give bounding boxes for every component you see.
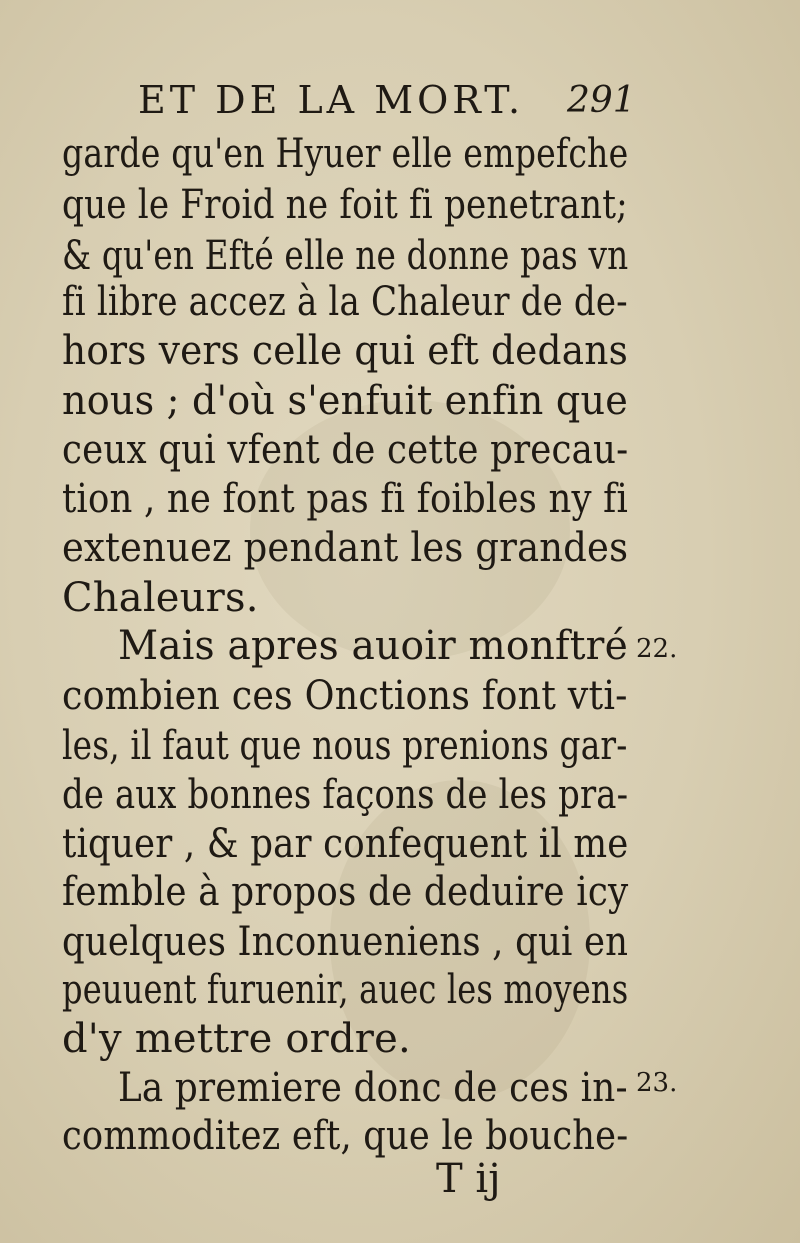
text-line: tiquer , & par confequent il me — [62, 821, 629, 867]
text-line: quelques Inconueniens , qui en — [62, 919, 629, 965]
text-line: femble à propos de deduire icy — [62, 869, 629, 915]
text-line: ceux qui vfent de cette precau- — [62, 427, 629, 473]
text-line: & qu'en Efté elle ne donne pas vn — [62, 233, 629, 279]
text-line: commoditez eft, que le bouche- — [62, 1113, 629, 1159]
page-number: 291 — [567, 80, 636, 121]
text-line: Mais apres auoir monftré — [118, 623, 628, 669]
text-line: Chaleurs. — [62, 575, 259, 621]
signature-mark: T ij — [436, 1156, 501, 1202]
margin-number: 22. — [636, 634, 678, 664]
text-line: nous ; d'où s'enfuit enfin que — [62, 378, 628, 424]
text-line: fi libre accez à la Chaleur de de- — [62, 279, 628, 325]
text-line: tion , ne font pas fi foibles ny fi — [62, 476, 629, 522]
running-title: ET DE LA MORT. — [138, 78, 525, 122]
text-line: peuuent furuenir, auec les moyens — [62, 967, 629, 1013]
text-line: hors vers celle qui eft dedans — [62, 328, 628, 374]
text-line: de aux bonnes façons de les pra- — [62, 772, 629, 818]
text-line: La premiere donc de ces in- — [118, 1065, 628, 1111]
text-line: que le Froid ne foit fi penetrant; — [62, 182, 628, 228]
text-line: d'y mettre ordre. — [62, 1016, 411, 1062]
text-line: garde qu'en Hyuer elle empefche — [62, 131, 629, 177]
text-line: les, il faut que nous prenions gar- — [62, 723, 628, 769]
text-line: combien ces Onctions font vti- — [62, 673, 628, 719]
text-line: extenuez pendant les grandes — [62, 525, 629, 571]
margin-number: 23. — [636, 1068, 678, 1098]
